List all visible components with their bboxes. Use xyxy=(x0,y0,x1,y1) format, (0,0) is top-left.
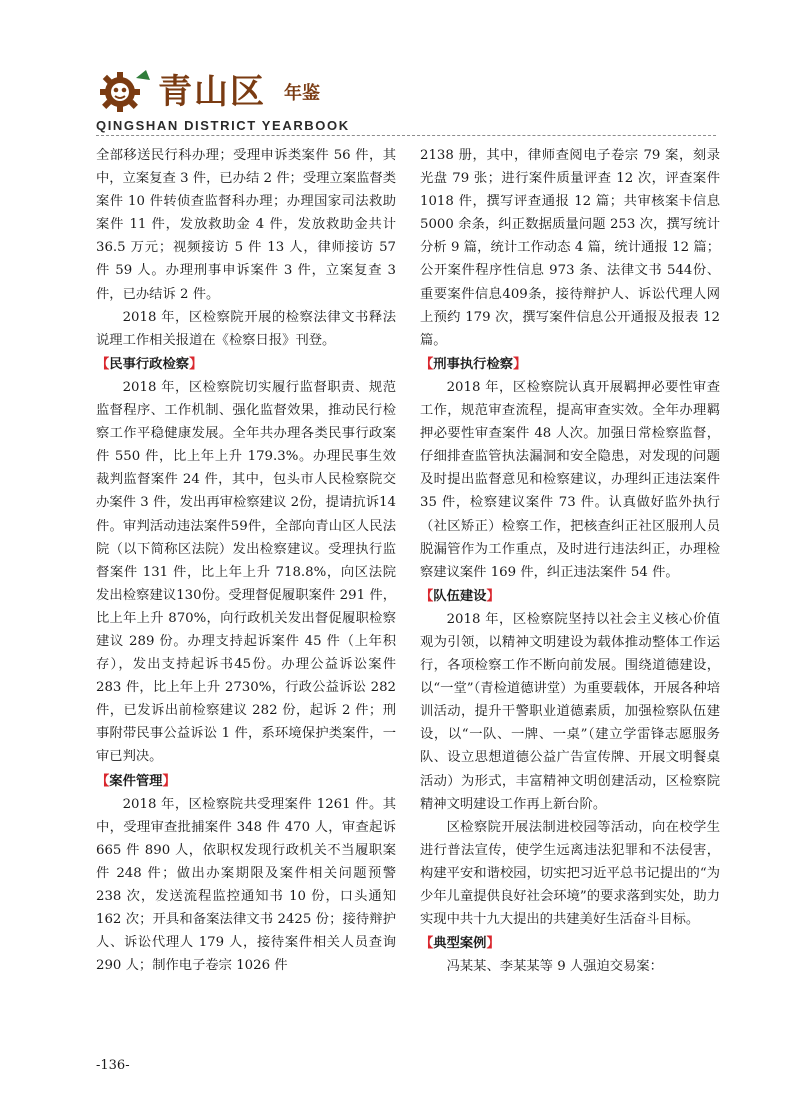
bracket-right: 】 xyxy=(513,356,527,372)
paragraph: 2018 年，区检察院开展的检察法律文书释法说理工作相关报道在《检察日报》刊登。 xyxy=(96,309,396,348)
section-heading xyxy=(96,770,396,793)
paragraph: 2018 年，区检察院切实履行监督职责、规范监督程序、工作机制、强化监督效果，推动民行检察工作平稳健康发展。全年共办理各类民事行政案件 550 件，比上年上升 179.3%。办理民事生效裁判监督案件 24 件，其中，包头市人民检察院交办案件 3 件，发出再审检察建议 2份，提请抗诉14件。审判活动违法案件59件，全部向青山区人民法院（以下简称区法院）发出检察建议。受理执行监督案件 131 件，比上年上升 718.8%，向区法院发出检察建议130份。受理督促履职案件 291 件，比上年上升 870%，向行政机关发出督促履职检察建议 289 份。办理支持起诉案件 45 件（上年积存），发出支持起诉书45份。办理公益诉讼案件 283 件，比上年上升 2730%，行政公益诉讼 282 件，已发诉出前检察建议 282 份，起诉 2 件；刑事附带民事公益诉讼 1 件，系环境保护类案件，一审已判决。 xyxy=(96,379,396,765)
paragraph: 2018 年，区检察院共受理案件 1261 件。其中，受理审查批捕案件 348 件 470 人，审查起诉 665 件 890 人，依职权发现行政机关不当履职案件 248 件；做出办案期限及案件相关问题预警 238 次，发送流程监控通知书 10 份，口头通知 162 次；开具和备案法律文书 2425 份；接待辩护人、诉讼代理人 179 人，接待案件相关人员查询 290 人；制作电子卷宗 1026 件 xyxy=(96,796,396,974)
paragraph: 区检察院开展法制进校园等活动，向在校学生进行普法宣传，使学生远离违法犯罪和不法侵害，构建平安和谐校园，切实把习近平总书记提出的“为少年儿童提供良好社会环境”的要求落到实处，助力实现中共十九大提出的共建美好生活奋斗目标。 xyxy=(420,819,720,928)
page-number: -136- xyxy=(96,1058,130,1073)
yearbook-subtitle: 年鉴 xyxy=(284,83,320,104)
header xyxy=(96,66,716,136)
bracket-right: 】 xyxy=(486,936,500,952)
section-heading xyxy=(96,353,396,376)
paragraph: 2018 年，区检察院认真开展羁押必要性审查工作，规范审查流程，提高审查实效。全年办理羁押必要性审查案件 48 人次。加强日常检察监督，仔细排查监管执法漏洞和安全隐患，对发现的问题及时提出监督意见和检察建议，办理纠正违法案件 35 件，检察建议案件 73 件。认真做好监外执行（社区矫正）检察工作，把核查纠正社区服刑人员脱漏管作为工作重点，及时进行违法纠正，办理检察建议案件 169 件，纠正违法案件 54 件。 xyxy=(420,379,720,580)
bracket-right: 】 xyxy=(189,356,203,372)
section-heading xyxy=(420,585,720,608)
yearbook-title-en: QINGSHAN DISTRICT YEARBOOK xyxy=(96,118,350,133)
section-heading-text: 案件管理 xyxy=(109,773,163,789)
bracket-left: 【 xyxy=(96,356,110,372)
section-heading xyxy=(420,932,720,955)
left-column xyxy=(96,144,396,977)
bracket-right: 】 xyxy=(486,588,500,604)
yearbook-title: 青山区 xyxy=(158,72,266,112)
bracket-left: 【 xyxy=(420,936,434,952)
header-divider xyxy=(96,135,716,136)
bracket-left: 【 xyxy=(420,356,434,372)
section-heading-text: 民事行政检察 xyxy=(109,356,190,372)
paragraph: 全部移送民行科办理；受理申诉类案件 56 件，其中，立案复查 3 件，已办结 2 件；受理立案监督类案件 10 件转侦查监督科办理；办理国家司法救助案件 11 件，发放救助金 4 件，发放救助金共计 36.5 万元；视频接访 5 件 13 人，律师接访 57 件 59 人。办理刑事申诉案件 3 件，立案复查 3 件，已办结诉 2 件。 xyxy=(96,148,396,302)
paragraph: 冯某某、李某某等 9 人强迫交易案： xyxy=(446,959,663,975)
bracket-left: 【 xyxy=(96,773,110,789)
bracket-right: 】 xyxy=(162,773,176,789)
paragraph: 2138 册，其中，律师查阅电子卷宗 79 案，刻录光盘 79 张；进行案件质量评查 12 次，评查案件 1018 件，撰写评查通报 12 篇；共审核案卡信息 5000 余条，纠正数据质量问题 253 次，撰写统计分析 9 篇，统计工作动态 4 篇，统计通报 12 篇；公开案件程序性信息 973 条、法律文书 544份、重要案件信息409条，接待辩护人、诉讼代理人网上预约 179 次，撰写案件信息公开通报及报表 12 篇。 xyxy=(420,148,720,348)
section-heading-text: 典型案例 xyxy=(433,936,487,952)
bracket-left: 【 xyxy=(420,588,434,604)
section-heading-text: 队伍建设 xyxy=(433,588,487,604)
paragraph: 2018 年，区检察院坚持以社会主义核心价值观为引领，以精神文明建设为载体推动整体工作运行，各项检察工作不断向前发展。围绕道德建设，以“一堂”（青检道德讲堂）为重要载体，开展各种培训活动，提升干警职业道德素质，加强检察队伍建设，以“一队、一牌、一桌”（建立学雷锋志愿服务队、设立思想道德公益广告宣传牌、开展文明餐桌活动）为形式，丰富精神文明创建活动，区检察院精神文明建设工作再上新台阶。 xyxy=(420,611,720,812)
section-heading-text: 刑事执行检察 xyxy=(433,356,514,372)
yearbook-logo-icon xyxy=(96,66,154,114)
right-column xyxy=(420,144,720,978)
section-heading xyxy=(420,353,720,376)
